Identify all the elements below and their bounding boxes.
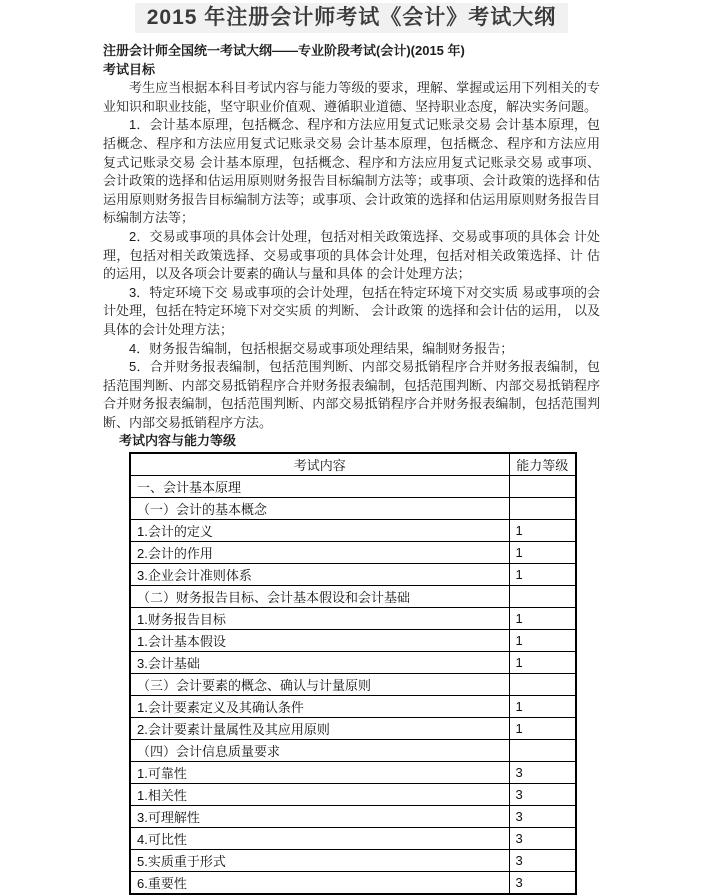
objectives-list xyxy=(103,116,600,432)
level-cell xyxy=(509,740,576,762)
content-cell: 1.财务报告目标 xyxy=(130,608,509,630)
content-cell: 1.会计的定义 xyxy=(130,520,509,542)
content-cell: 2.会计要素计量属性及其应用原则 xyxy=(130,718,509,740)
table-row xyxy=(130,652,576,674)
objective-paragraph: 2．交易或事项的具体会计处理，包括对相关政策选择、交易或事项的具体会 计处理，包括对相关政策选择、交易或事项的具体会计处理，包括对相关政策选择、计 估的运用，以及各项会计要素的确认与量和具体 的会计处理方法； xyxy=(103,228,600,282)
level-cell: 3 xyxy=(509,806,576,828)
objective-paragraph: 1．会计基本原理，包括概念、程序和方法应用复式记账录交易 会计基本原理，包括概念、程序和方法应用复式记账录交易 会计基本原理，包括概念、程序和方法应用复式记账录交易 会计基本原理，包括概念、程序和方法应用复式记账录交易 或事项、会计政策的选择和估运用原则财务报告目标编制方法等；或事项、会计政策的选择和估运用原则财务报告目标编制方法等；或事项、会计政策的选择和估运用原则财务报告目标编制方法等； xyxy=(103,117,600,226)
table-row xyxy=(130,762,576,784)
content-cell: 一、会计基本原理 xyxy=(130,476,509,498)
content-cell: （三）会计要素的概念、确认与计量原则 xyxy=(130,674,509,696)
level-cell: 1 xyxy=(509,630,576,652)
table-row xyxy=(130,564,576,586)
content-cell: 1.会计要素定义及其确认条件 xyxy=(130,696,509,718)
content-cell: 6.重要性 xyxy=(130,872,509,895)
table-header-level: 能力等级 xyxy=(509,453,576,476)
level-cell: 1 xyxy=(509,652,576,674)
table-heading: 考试内容与能力等级 xyxy=(119,433,237,449)
level-cell: 3 xyxy=(509,784,576,806)
table-row xyxy=(130,674,576,696)
content-cell: （一）会计的基本概念 xyxy=(130,498,509,520)
table-row xyxy=(130,542,576,564)
objectives-heading: 考试目标 xyxy=(103,61,156,77)
level-cell xyxy=(509,586,576,608)
content-cell: 2.会计的作用 xyxy=(130,542,509,564)
level-cell: 1 xyxy=(509,696,576,718)
table-row xyxy=(130,784,576,806)
table-row xyxy=(130,696,576,718)
doc-subtitle: 注册会计师全国统一考试大纲——专业阶段考试(会计)(2015 年) xyxy=(103,43,465,58)
content-cell: 3.可理解性 xyxy=(130,806,509,828)
content-cell: 4.可比性 xyxy=(130,828,509,850)
content-cell: 3.企业会计准则体系 xyxy=(130,564,509,586)
level-cell xyxy=(509,674,576,696)
level-cell: 1 xyxy=(509,520,576,542)
table-row xyxy=(130,828,576,850)
objective-paragraph: 4．财务报告编制，包括根据交易或事项处理结果，编制财务报告； xyxy=(129,340,514,356)
table-row xyxy=(130,586,576,608)
level-cell xyxy=(509,476,576,498)
table-row xyxy=(130,850,576,872)
page-title: 2015 年注册会计师考试《会计》考试大纲 xyxy=(135,3,569,33)
content-cell: 1.会计基本假设 xyxy=(130,630,509,652)
content-cell: 1.可靠性 xyxy=(130,762,509,784)
level-cell: 1 xyxy=(509,608,576,630)
intro-paragraph: 考生应当根据本科目考试内容与能力等级的要求，理解、掌握或运用下列相关的专业知识和职业技能，坚守职业价值观、遵循职业道德、坚持职业态度，解决实务问题。 xyxy=(103,80,600,114)
level-cell xyxy=(509,498,576,520)
level-cell: 1 xyxy=(509,718,576,740)
level-cell: 1 xyxy=(509,542,576,564)
content-cell: 1.相关性 xyxy=(130,784,509,806)
objective-paragraph: 3．特定环境下交 易或事项的会计处理，包括在特定环境下对交实质 易或事项的会计处理，包括在特定环境下对交实质 的判断、 会计政策 的选择和会计估的运用， 以及具体的会计处理方法； xyxy=(103,284,600,337)
title-row xyxy=(0,0,703,33)
level-cell: 1 xyxy=(509,564,576,586)
document-body xyxy=(103,42,600,432)
table-row xyxy=(130,608,576,630)
content-cell: （二）财务报告目标、会计基本假设和会计基础 xyxy=(130,586,509,608)
objective-paragraph: 5．合并财务报表编制，包括范围判断、内部交易抵销程序合并财务报表编制，包括范围判断、内部交易抵销程序合并财务报表编制，包括范围判断、内部交易抵销程序合并财务报表编制，包括范围判断、内部交易抵销程序合并财务报表编制，包括范围判断、内部交易抵销程序方法。 xyxy=(103,359,600,430)
content-cell: 3.会计基础 xyxy=(130,652,509,674)
level-cell: 3 xyxy=(509,762,576,784)
table-header-content: 考试内容 xyxy=(130,453,509,476)
table-row xyxy=(130,718,576,740)
level-cell: 3 xyxy=(509,850,576,872)
level-cell: 3 xyxy=(509,828,576,850)
table-row xyxy=(130,476,576,498)
table-row xyxy=(130,872,576,895)
table-header-row xyxy=(130,453,576,476)
table-row xyxy=(130,520,576,542)
table-row xyxy=(130,630,576,652)
content-cell: （四）会计信息质量要求 xyxy=(130,740,509,762)
exam-content-table xyxy=(129,452,577,895)
level-cell: 3 xyxy=(509,872,576,895)
table-row xyxy=(130,806,576,828)
table-row xyxy=(130,740,576,762)
table-row xyxy=(130,498,576,520)
content-cell: 5.实质重于形式 xyxy=(130,850,509,872)
